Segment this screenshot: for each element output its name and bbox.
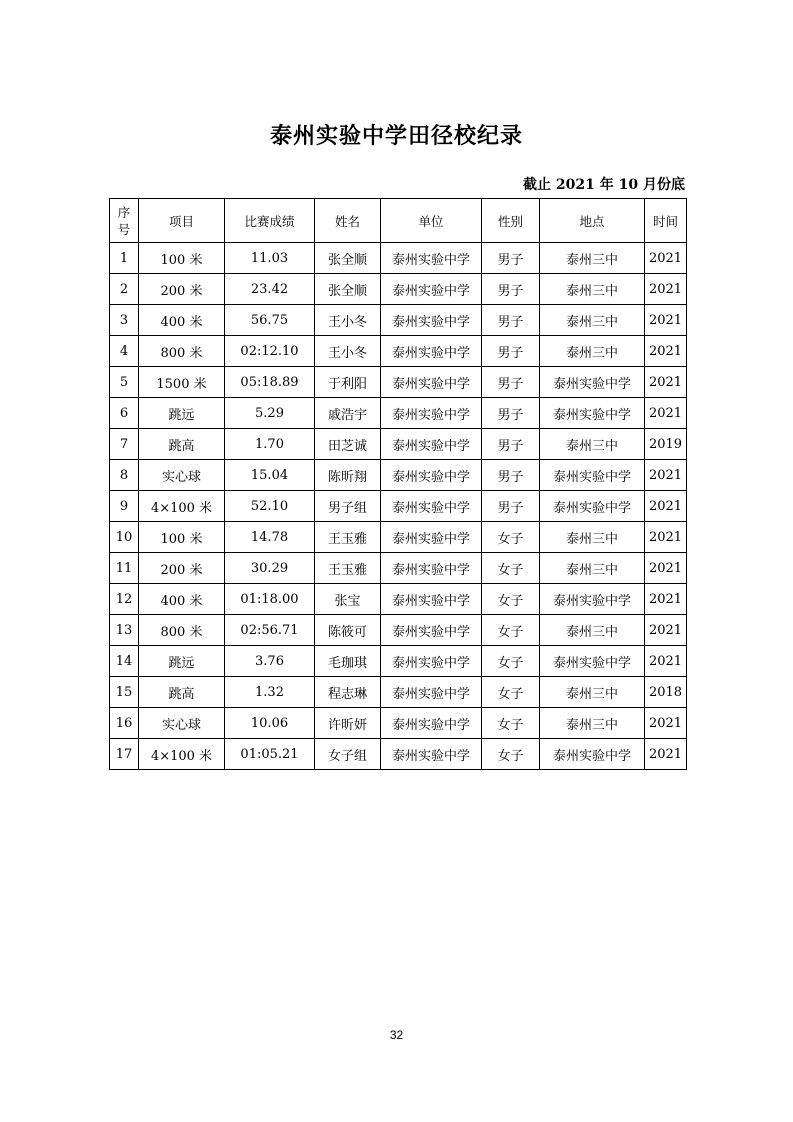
cell-gender: 男子 [482, 367, 540, 398]
cell-venue: 泰州实验中学 [540, 646, 645, 677]
cell-seq: 9 [110, 491, 139, 522]
cell-unit: 泰州实验中学 [381, 429, 482, 460]
cell-year: 2021 [645, 491, 687, 522]
cell-name: 王小冬 [315, 305, 381, 336]
cell-venue: 泰州实验中学 [540, 491, 645, 522]
cell-venue: 泰州实验中学 [540, 367, 645, 398]
cell-year: 2021 [645, 615, 687, 646]
cell-unit: 泰州实验中学 [381, 336, 482, 367]
cell-seq: 17 [110, 739, 139, 770]
cell-seq: 5 [110, 367, 139, 398]
cell-unit: 泰州实验中学 [381, 522, 482, 553]
cell-unit: 泰州实验中学 [381, 615, 482, 646]
table-row [110, 553, 687, 584]
cell-venue: 泰州三中 [540, 429, 645, 460]
records-table-body [110, 243, 687, 770]
cell-name: 毛珈琪 [315, 646, 381, 677]
cell-event: 400 米 [139, 305, 225, 336]
cell-event: 400 米 [139, 584, 225, 615]
cell-seq: 14 [110, 646, 139, 677]
cell-year: 2021 [645, 336, 687, 367]
cell-unit: 泰州实验中学 [381, 739, 482, 770]
cell-gender: 男子 [482, 491, 540, 522]
cell-gender: 女子 [482, 677, 540, 708]
cell-venue: 泰州实验中学 [540, 398, 645, 429]
cell-result: 3.76 [225, 646, 315, 677]
cell-result: 1.70 [225, 429, 315, 460]
cell-gender: 男子 [482, 398, 540, 429]
table-row [110, 739, 687, 770]
cell-result: 02:12.10 [225, 336, 315, 367]
cell-venue: 泰州实验中学 [540, 584, 645, 615]
cell-seq: 8 [110, 460, 139, 491]
cell-unit: 泰州实验中学 [381, 243, 482, 274]
table-row [110, 522, 687, 553]
cell-result: 11.03 [225, 243, 315, 274]
table-row [110, 274, 687, 305]
cell-result: 10.06 [225, 708, 315, 739]
cell-name: 张全顺 [315, 274, 381, 305]
cell-venue: 泰州三中 [540, 615, 645, 646]
cell-gender: 女子 [482, 739, 540, 770]
header-result: 比赛成绩 [225, 199, 315, 243]
cell-unit: 泰州实验中学 [381, 491, 482, 522]
cell-seq: 11 [110, 553, 139, 584]
cell-event: 实心球 [139, 460, 225, 491]
cell-result: 23.42 [225, 274, 315, 305]
cell-event: 4×100 米 [139, 739, 225, 770]
cutoff-date-note: 截止 2021 年 10 月份底 [523, 177, 685, 193]
page-number: 32 [389, 1028, 404, 1042]
table-row [110, 615, 687, 646]
cell-venue: 泰州三中 [540, 305, 645, 336]
cell-unit: 泰州实验中学 [381, 646, 482, 677]
cell-unit: 泰州实验中学 [381, 274, 482, 305]
cell-unit: 泰州实验中学 [381, 305, 482, 336]
cell-gender: 男子 [482, 460, 540, 491]
cell-event: 跳高 [139, 429, 225, 460]
cell-unit: 泰州实验中学 [381, 677, 482, 708]
cell-year: 2021 [645, 305, 687, 336]
cell-year: 2021 [645, 460, 687, 491]
cell-result: 5.29 [225, 398, 315, 429]
table-row [110, 305, 687, 336]
cell-venue: 泰州三中 [540, 522, 645, 553]
cell-result: 01:05.21 [225, 739, 315, 770]
cell-seq: 13 [110, 615, 139, 646]
cell-unit: 泰州实验中学 [381, 708, 482, 739]
cell-gender: 女子 [482, 708, 540, 739]
cell-event: 跳远 [139, 398, 225, 429]
cell-gender: 男子 [482, 429, 540, 460]
cell-year: 2019 [645, 429, 687, 460]
header-seq [110, 199, 139, 243]
cell-seq: 6 [110, 398, 139, 429]
cell-seq: 3 [110, 305, 139, 336]
cell-year: 2021 [645, 398, 687, 429]
cell-name: 王玉雅 [315, 522, 381, 553]
cell-seq: 4 [110, 336, 139, 367]
cell-event: 800 米 [139, 615, 225, 646]
table-row [110, 677, 687, 708]
cell-event: 200 米 [139, 553, 225, 584]
table-row [110, 460, 687, 491]
table-row [110, 646, 687, 677]
cell-result: 14.78 [225, 522, 315, 553]
cell-event: 跳远 [139, 646, 225, 677]
header-gender: 性别 [482, 199, 540, 243]
cell-venue: 泰州实验中学 [540, 739, 645, 770]
cell-result: 56.75 [225, 305, 315, 336]
cell-name: 程志琳 [315, 677, 381, 708]
table-row [110, 708, 687, 739]
cell-gender: 女子 [482, 615, 540, 646]
cell-seq: 16 [110, 708, 139, 739]
table-row [110, 584, 687, 615]
cell-gender: 男子 [482, 336, 540, 367]
cell-unit: 泰州实验中学 [381, 367, 482, 398]
cell-seq: 12 [110, 584, 139, 615]
cell-event: 100 米 [139, 243, 225, 274]
cell-gender: 女子 [482, 553, 540, 584]
cell-name: 于利阳 [315, 367, 381, 398]
cell-year: 2021 [645, 739, 687, 770]
table-header-row [110, 199, 687, 243]
cell-year: 2021 [645, 584, 687, 615]
cell-event: 1500 米 [139, 367, 225, 398]
cell-event: 实心球 [139, 708, 225, 739]
header-name: 姓名 [315, 199, 381, 243]
table-row [110, 243, 687, 274]
cell-venue: 泰州三中 [540, 243, 645, 274]
cell-name: 许昕妍 [315, 708, 381, 739]
cell-name: 戚浩宇 [315, 398, 381, 429]
cell-name: 王小冬 [315, 336, 381, 367]
cell-result: 01:18.00 [225, 584, 315, 615]
header-unit: 单位 [381, 199, 482, 243]
cell-year: 2021 [645, 367, 687, 398]
cell-name: 张全顺 [315, 243, 381, 274]
header-year: 时间 [645, 199, 687, 243]
cell-name: 田芝诚 [315, 429, 381, 460]
cell-unit: 泰州实验中学 [381, 553, 482, 584]
cell-event: 800 米 [139, 336, 225, 367]
table-row [110, 429, 687, 460]
cell-venue: 泰州三中 [540, 274, 645, 305]
cell-year: 2021 [645, 708, 687, 739]
cell-venue: 泰州三中 [540, 677, 645, 708]
cell-result: 52.10 [225, 491, 315, 522]
cell-year: 2021 [645, 553, 687, 584]
cell-year: 2018 [645, 677, 687, 708]
cell-gender: 女子 [482, 646, 540, 677]
cell-name: 陈昕翔 [315, 460, 381, 491]
header-venue: 地点 [540, 199, 645, 243]
table-row [110, 367, 687, 398]
cell-venue: 泰州三中 [540, 708, 645, 739]
cell-result: 02:56.71 [225, 615, 315, 646]
table-row [110, 398, 687, 429]
cell-seq: 1 [110, 243, 139, 274]
cell-seq: 2 [110, 274, 139, 305]
cell-unit: 泰州实验中学 [381, 584, 482, 615]
cell-result: 30.29 [225, 553, 315, 584]
cell-gender: 男子 [482, 274, 540, 305]
cell-name: 张宝 [315, 584, 381, 615]
cell-year: 2021 [645, 274, 687, 305]
cell-gender: 女子 [482, 584, 540, 615]
cell-unit: 泰州实验中学 [381, 460, 482, 491]
cell-year: 2021 [645, 646, 687, 677]
table-row [110, 336, 687, 367]
cell-year: 2021 [645, 243, 687, 274]
page-title: 泰州实验中学田径校纪录 [269, 124, 523, 149]
cell-seq: 15 [110, 677, 139, 708]
header-seq-line1: 序 [117, 204, 131, 220]
cell-gender: 男子 [482, 305, 540, 336]
cell-name: 男子组 [315, 491, 381, 522]
cell-seq: 10 [110, 522, 139, 553]
cell-year: 2021 [645, 522, 687, 553]
header-seq-line2: 号 [117, 221, 131, 237]
cell-venue: 泰州三中 [540, 336, 645, 367]
cell-event: 跳高 [139, 677, 225, 708]
header-event: 项目 [139, 199, 225, 243]
cell-name: 女子组 [315, 739, 381, 770]
cell-seq: 7 [110, 429, 139, 460]
cell-event: 4×100 米 [139, 491, 225, 522]
cell-unit: 泰州实验中学 [381, 398, 482, 429]
cell-name: 陈筱可 [315, 615, 381, 646]
cell-event: 200 米 [139, 274, 225, 305]
cell-result: 1.32 [225, 677, 315, 708]
cell-venue: 泰州三中 [540, 553, 645, 584]
records-table [109, 198, 687, 770]
cell-venue: 泰州实验中学 [540, 460, 645, 491]
cell-gender: 男子 [482, 243, 540, 274]
table-row [110, 491, 687, 522]
cell-name: 王玉雅 [315, 553, 381, 584]
cell-event: 100 米 [139, 522, 225, 553]
cell-result: 05:18.89 [225, 367, 315, 398]
cell-result: 15.04 [225, 460, 315, 491]
cell-gender: 女子 [482, 522, 540, 553]
